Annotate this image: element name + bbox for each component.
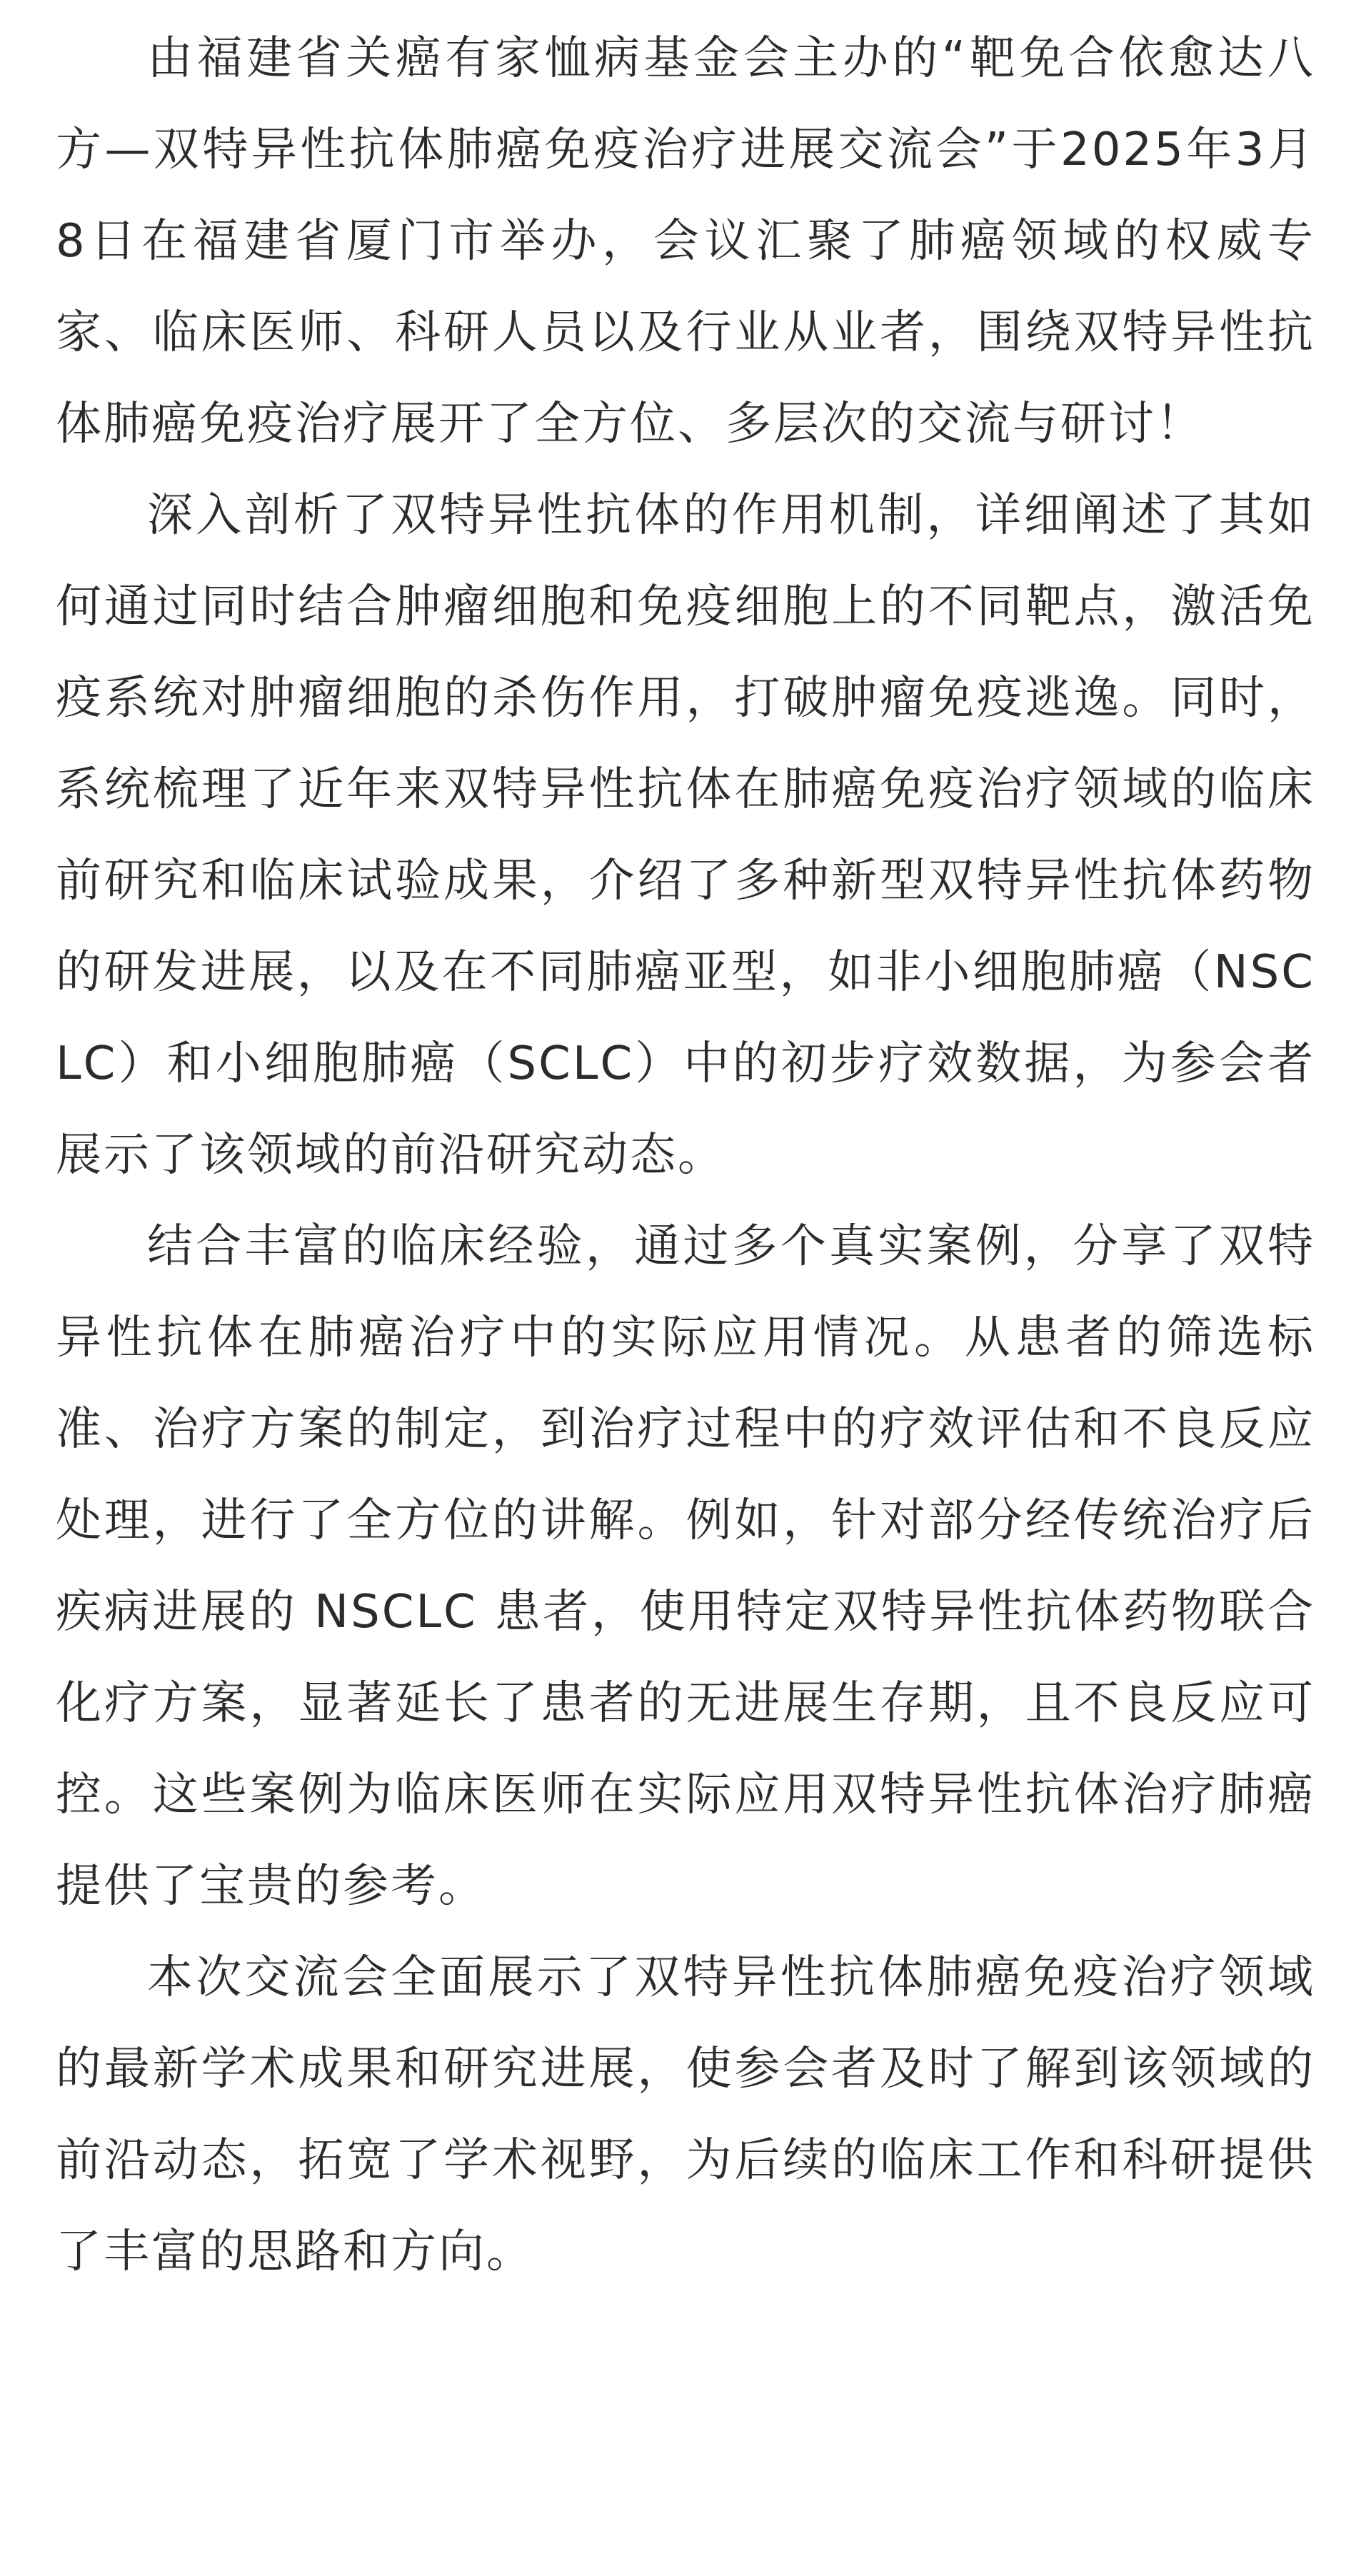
paragraph-intro: 由福建省关癌有家恤病基金会主办的“靶免合依愈达八方—双特异性抗体肺癌免疫治疗进展交流会”于2025年3月8日在福建省厦门市举办，会议汇聚了肺癌领域的权威专家、临床医师、科研人员以及行业从业者，围绕双特异性抗体肺癌免疫治疗展开了全方位、多层次的交流与研讨！ [56,32,1315,451]
paragraph-summary: 本次交流会全面展示了双特异性抗体肺癌免疫治疗领域的最新学术成果和研究进展，使参会者及时了解到该领域的前沿动态，拓宽了学术视野，为后续的临床工作和科研提供了丰富的思路和方向。 [56,1951,1315,2278]
article-body [56,13,1315,2298]
paragraph-mechanism: 深入剖析了双特异性抗体的作用机制，详细阐述了其如何通过同时结合肿瘤细胞和免疫细胞上的不同靶点，激活免疫系统对肿瘤细胞的杀伤作用，打破肿瘤免疫逃逸。同时，系统梳理了近年来双特异性抗体在肺癌免疫治疗领域的临床前研究和临床试验成果，介绍了多种新型双特异性抗体药物的研发进展，以及在不同肺癌亚型，如非小细胞肺癌（NSCLC）和小细胞肺癌（SCLC）中的初步疗效数据，为参会者展示了该领域的前沿研究动态。 [56,489,1315,1182]
paragraph-clinical-cases: 结合丰富的临床经验，通过多个真实案例，分享了双特异性抗体在肺癌治疗中的实际应用情况。从患者的筛选标准、治疗方案的制定，到治疗过程中的疗效评估和不良反应处理，进行了全方位的讲解。例如，针对部分经传统治疗后疾病进展的 NSCLC 患者，使用特定双特异性抗体药物联合化疗方案，显著延长了患者的无进展生存期，且不良反应可控。这些案例为临床医师在实际应用双特异性抗体治疗肺癌提供了宝贵的参考。 [56,1220,1315,1913]
